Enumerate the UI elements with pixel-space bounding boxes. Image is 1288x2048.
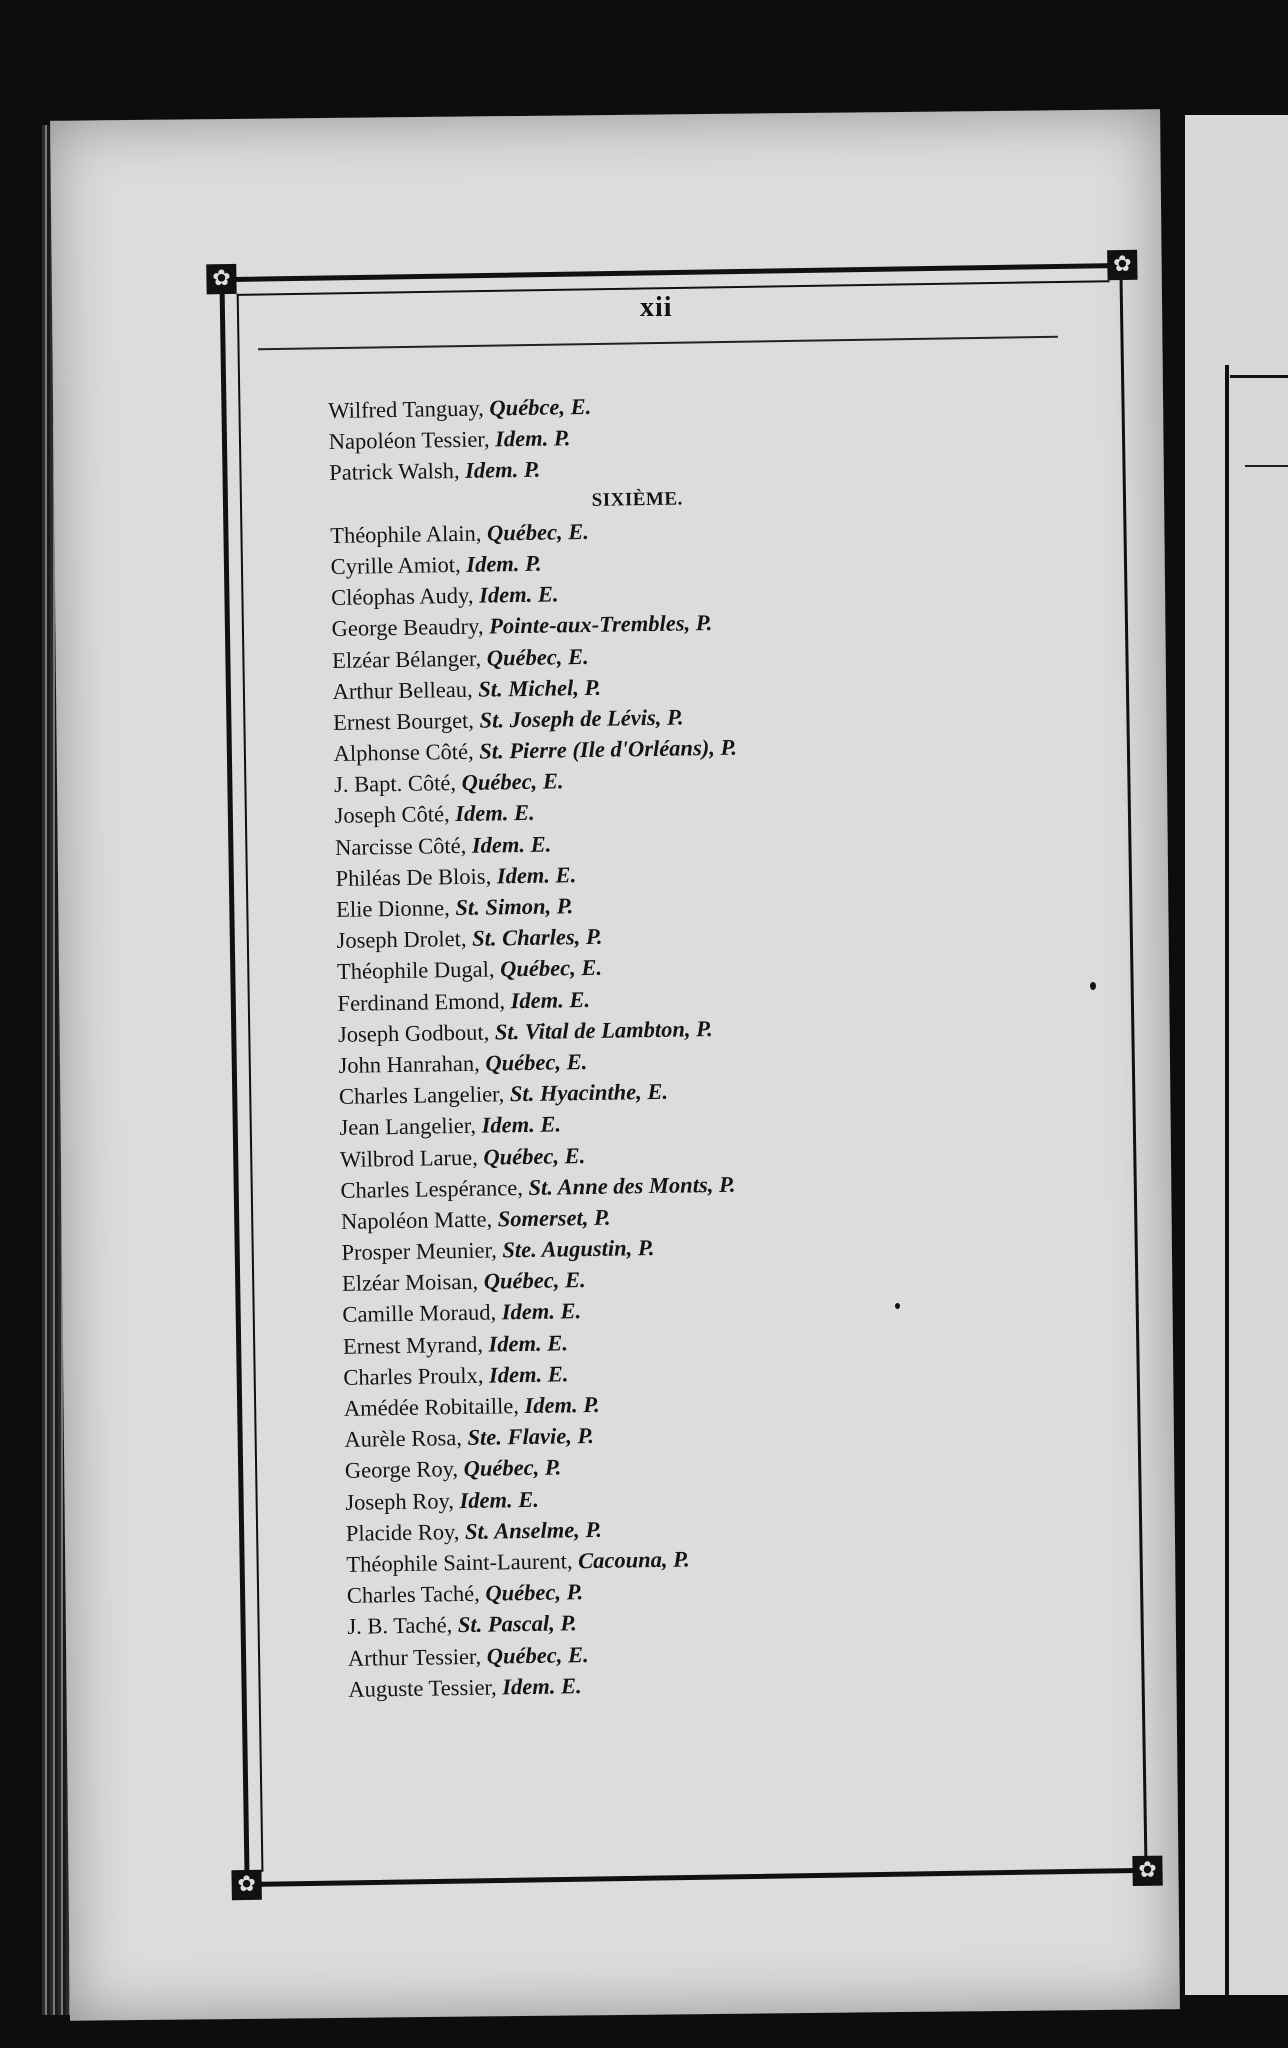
student-place: Idem.	[459, 1486, 513, 1513]
student-mark: P.	[544, 1454, 562, 1481]
student-place: Ste. Augustin,	[502, 1235, 633, 1263]
student-place: Idem.	[501, 1298, 556, 1325]
student-place: St. Hyacinthe,	[509, 1079, 642, 1107]
student-name: Auguste Tessier,	[348, 1674, 497, 1702]
student-place: Cacouna,	[577, 1546, 668, 1574]
student-place: Idem.	[488, 1361, 543, 1388]
student-mark: P.	[593, 1204, 611, 1230]
student-name: Narcisse Côté,	[334, 832, 467, 860]
student-place: Québec,	[486, 1641, 563, 1669]
student-name: Amédée Robitaille,	[343, 1393, 520, 1421]
section-heading: SIXIÈME.	[591, 488, 683, 511]
student-mark: P.	[553, 425, 571, 451]
student-place: Idem.	[496, 862, 551, 889]
student-place: Québec,	[486, 519, 563, 546]
student-name: Théophile Alain,	[330, 520, 482, 548]
student-place: Québec,	[483, 1267, 560, 1294]
student-place: Québec,	[499, 955, 576, 982]
student-name: Ernest Bourget,	[332, 707, 475, 735]
facing-page	[1185, 115, 1288, 1995]
student-name: Napoléon Matte,	[340, 1206, 493, 1234]
student-mark: E.	[564, 1142, 586, 1168]
student-mark: P.	[666, 704, 684, 730]
name-list	[328, 384, 1048, 1705]
student-name: Cyrille Amiot,	[330, 551, 461, 579]
student-mark: P.	[637, 1235, 655, 1261]
student-mark: P.	[577, 1423, 595, 1449]
student-mark: P.	[524, 550, 542, 576]
student-name: Ferdinand Emond,	[337, 987, 506, 1016]
student-name: John Hanrahan,	[338, 1050, 480, 1078]
page-number: xii	[640, 292, 673, 323]
student-mark: E.	[537, 581, 559, 607]
student-place: Idem.	[502, 1673, 556, 1700]
student-place: Québec,	[463, 1455, 540, 1482]
student-mark: E.	[530, 831, 552, 857]
student-mark: P.	[585, 923, 603, 950]
corner-ornament-icon: ✿	[1107, 250, 1137, 280]
student-place: St. Charles,	[471, 924, 581, 951]
student-name: Elie Dionne,	[335, 895, 450, 922]
student-place: Québec,	[486, 643, 563, 671]
student-mark: P.	[556, 893, 574, 919]
student-mark: E.	[547, 1361, 569, 1387]
student-name: Cléophas Audy,	[330, 582, 474, 611]
student-mark: E.	[567, 1641, 589, 1667]
student-mark: E.	[581, 955, 603, 981]
corner-ornament-icon: ✿	[231, 1870, 261, 1900]
student-name: Alphonse Côté,	[333, 738, 474, 767]
student-name: Prosper Meunier,	[341, 1237, 497, 1265]
student-name: Charles Lespérance,	[340, 1174, 524, 1203]
student-name: Jean Langelier,	[339, 1113, 477, 1141]
student-name: Théophile Dugal,	[336, 956, 495, 985]
corner-ornament-icon: ✿	[1132, 1856, 1162, 1886]
student-place: Idem.	[510, 986, 564, 1013]
student-place: St. Simon,	[455, 893, 552, 921]
student-name: Joseph Roy,	[345, 1487, 455, 1515]
student-name: J. Bapt. Côté,	[333, 770, 457, 798]
student-mark: P.	[672, 1546, 690, 1572]
facing-page-rule	[1245, 465, 1288, 467]
student-mark: E.	[542, 768, 564, 794]
student-name: Arthur Belleau,	[332, 676, 473, 704]
student-name: Elzéar Bélanger,	[331, 645, 482, 673]
student-mark: P.	[584, 674, 602, 700]
student-name: Patrick Walsh,	[329, 458, 460, 486]
student-name: Aurèle Rosa,	[344, 1425, 463, 1453]
student-mark: P.	[695, 1015, 713, 1042]
student-name: J. B. Taché,	[347, 1612, 453, 1640]
student-name: Théophile Saint-Laurent,	[346, 1548, 573, 1577]
student-name: Philéas De Blois,	[335, 863, 492, 891]
facing-page-frame-left	[1225, 365, 1229, 1995]
student-place: St. Vital de Lambton,	[494, 1016, 691, 1045]
student-place: Québec,	[483, 1142, 560, 1170]
student-name: Charles Langelier,	[338, 1081, 505, 1110]
student-mark: E.	[518, 1486, 540, 1512]
ink-speck	[895, 1303, 900, 1309]
student-name: Charles Proulx,	[343, 1362, 484, 1390]
student-place: Ste. Flavie,	[467, 1423, 573, 1451]
student-name: George Beaudry,	[331, 613, 484, 642]
student-place: Québec,	[485, 1579, 562, 1606]
student-place: Idem.	[481, 1112, 535, 1138]
student-place: St. Joseph de Lévis,	[479, 704, 662, 733]
student-mark: E.	[555, 861, 577, 888]
student-mark: E.	[569, 986, 591, 1012]
student-mark: P.	[585, 1516, 603, 1542]
student-place: Idem.	[478, 581, 533, 608]
student-name: Charles Taché,	[346, 1580, 481, 1608]
student-mark: E.	[513, 800, 535, 826]
student-mark: E.	[570, 393, 592, 420]
student-place: Idem.	[455, 800, 509, 827]
student-mark: P.	[566, 1579, 584, 1605]
student-name: Arthur Tessier,	[347, 1643, 482, 1671]
student-mark: E.	[560, 1298, 582, 1324]
student-place: Somerset,	[497, 1204, 589, 1232]
student-place: Pointe-aux-Trembles,	[488, 610, 691, 639]
student-name: Elzéar Moisan,	[341, 1269, 479, 1297]
student-place: St. Pierre (Ile d'Orléans),	[479, 735, 716, 764]
student-name: Wilfred Tanguay,	[328, 395, 485, 423]
student-place: Idem.	[471, 831, 526, 858]
student-mark: P.	[695, 610, 713, 636]
student-mark: P.	[560, 1610, 578, 1636]
student-name: Camille Moraud,	[342, 1299, 497, 1328]
student-mark: E.	[560, 1672, 582, 1699]
student-place: St. Anselme,	[464, 1516, 581, 1544]
student-place: Idem.	[464, 457, 519, 484]
student-mark: E.	[547, 1329, 569, 1356]
student-mark: E.	[567, 643, 589, 669]
student-mark: P.	[718, 1171, 736, 1197]
facing-page-frame-top	[1230, 375, 1288, 378]
student-place: Idem.	[494, 425, 549, 452]
corner-ornament-icon: ✿	[206, 264, 236, 294]
ink-speck	[1090, 982, 1096, 990]
student-mark: P.	[583, 1391, 600, 1418]
student-place: Idem.	[466, 550, 520, 577]
student-name: Wilbrod Larue,	[339, 1144, 478, 1172]
student-place: Idem.	[488, 1330, 542, 1357]
student-name: Joseph Drolet,	[336, 926, 467, 954]
student-mark: P.	[720, 734, 738, 760]
student-place: Québec,	[461, 769, 538, 796]
student-place: Idem.	[524, 1392, 578, 1419]
student-place: St. Anne des Monts,	[528, 1171, 714, 1200]
student-name: Joseph Côté,	[334, 801, 450, 829]
student-mark: E.	[540, 1111, 562, 1138]
student-mark: E.	[566, 1048, 588, 1075]
student-mark: E.	[647, 1078, 669, 1105]
student-name: Placide Roy,	[345, 1518, 460, 1546]
student-place: Québec,	[485, 1049, 562, 1076]
student-name: Napoléon Tessier,	[328, 426, 490, 455]
student-place: St. Michel,	[478, 674, 580, 702]
student-mark: E.	[564, 1267, 586, 1293]
student-mark: E.	[568, 518, 590, 544]
student-mark: P.	[523, 457, 541, 483]
student-name: Joseph Godbout,	[337, 1019, 490, 1047]
student-place: St. Pascal,	[457, 1610, 555, 1638]
student-place: Québce,	[489, 394, 566, 421]
student-name: George Roy,	[344, 1456, 459, 1484]
student-name: Ernest Myrand,	[342, 1331, 484, 1359]
